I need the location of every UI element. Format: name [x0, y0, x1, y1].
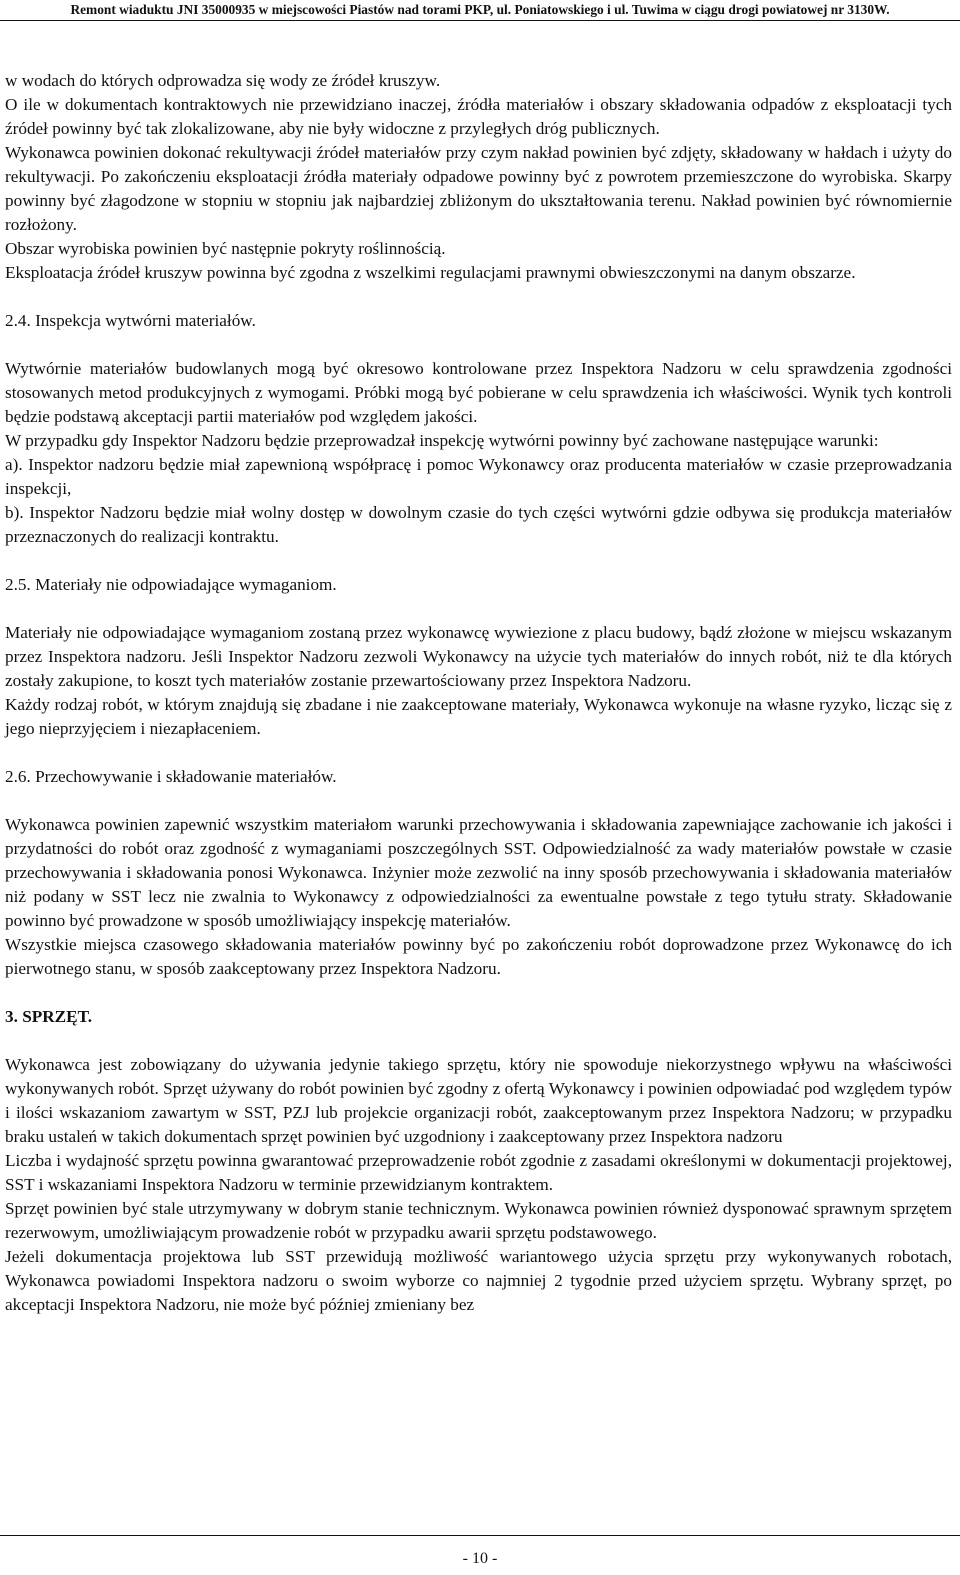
paragraph: Sprzęt powinien być stale utrzymywany w dobrym stanie technicznym. Wykonawca powinien również dysponować sprawnym sprzętem rezerwowym, umożliwiającym prowadzenie robót w przypadku awarii sprzętu podstawowego. — [5, 1199, 952, 1242]
header-divider — [0, 20, 960, 21]
paragraph: w wodach do których odprowadza się wody ze źródeł kruszyw. — [5, 71, 441, 90]
spacer — [5, 549, 952, 573]
spacer — [5, 285, 952, 309]
paragraph: Obszar wyrobiska powinien być następnie pokryty roślinnością. — [5, 239, 446, 258]
section-heading-3: 3. SPRZĘT. — [5, 1007, 93, 1026]
paragraph: Liczba i wydajność sprzętu powinna gwarantować przeprowadzenie robót zgodnie z zasadami określonymi w dokumentacji projektowej, SST i wskazaniami Inspektora Nadzoru w terminie przewidzianym kontraktem. — [5, 1151, 952, 1194]
section-heading-2-5: 2.5. Materiały nie odpowiadające wymaganiom. — [5, 575, 337, 594]
paragraph: O ile w dokumentach kontraktowych nie przewidziano inaczej, źródła materiałów i obszary składowania odpadów z eksploatacji tych źródeł powinny być tak zlokalizowane, aby nie były widoczne z przyległych dróg publicznych. — [5, 95, 952, 138]
paragraph: Eksploatacja źródeł kruszyw powinna być zgodna z wszelkimi regulacjami prawnymi obwieszczonymi na danym obszarze. — [5, 263, 856, 282]
document-body — [5, 69, 952, 1317]
spacer — [5, 741, 952, 765]
paragraph: Każdy rodzaj robót, w którym znajdują się zbadane i nie zaakceptowane materiały, Wykonawca wykonuje na własne ryzyko, licząc się z jego nieprzyjęciem i niezapłaceniem. — [5, 695, 952, 738]
page-number: - 10 - — [462, 1550, 498, 1567]
spacer — [5, 597, 952, 621]
paragraph: a). Inspektor nadzoru będzie miał zapewnioną współpracę i pomoc Wykonawcy oraz producenta materiałów w czasie przeprowadzania inspekcji, — [5, 455, 952, 498]
section-heading-2-4: 2.4. Inspekcja wytwórni materiałów. — [5, 311, 256, 330]
paragraph: Wykonawca jest zobowiązany do używania jedynie takiego sprzętu, który nie spowoduje niekorzystnego wpływu na właściwości wykonywanych robót. Sprzęt używany do robót powinien być zgodny z ofertą Wykonawcy i powinien odpowiadać pod względem typów i ilości wskazaniom zawartym w SST, PZJ lub projekcie organizacji robót, zaakceptowanym przez Inspektora Nadzoru; w przypadku braku ustaleń w takich dokumentach sprzęt powinien być uzgodniony i zaakceptowany przez Inspektora nadzoru — [5, 1055, 952, 1146]
paragraph: b). Inspektor Nadzoru będzie miał wolny dostęp w dowolnym czasie do tych części wytwórni gdzie odbywa się produkcja materiałów przeznaczonych do realizacji kontraktu. — [5, 503, 952, 546]
paragraph: Wytwórnie materiałów budowlanych mogą być okresowo kontrolowane przez Inspektora Nadzoru w celu sprawdzenia zgodności stosowanych metod produkcyjnych z wymogami. Próbki mogą być pobierane w celu sprawdzenia ich właściwości. Wynik tych kontroli będzie podstawą akceptacji partii materiałów pod względem jakości. — [5, 359, 952, 426]
paragraph: W przypadku gdy Inspektor Nadzoru będzie przeprowadzał inspekcję wytwórni powinny być zachowane następujące warunki: — [5, 431, 879, 450]
paragraph: Wszystkie miejsca czasowego składowania materiałów powinny być po zakończeniu robót doprowadzone przez Wykonawcę do ich pierwotnego stanu, w sposób zaakceptowany przez Inspektora Nadzoru. — [5, 935, 952, 978]
section-heading-2-6: 2.6. Przechowywanie i składowanie materiałów. — [5, 767, 337, 786]
spacer — [5, 789, 952, 813]
spacer — [5, 981, 952, 1005]
running-header: Remont wiaduktu JNI 35000935 w miejscowości Piastów nad torami PKP, ul. Poniatowskiego i ul. Tuwima w ciągu drogi powiatowej nr 3130W. — [70, 2, 890, 17]
paragraph: Wykonawca powinien zapewnić wszystkim materiałom warunki przechowywania i składowania zapewniające zachowanie ich jakości i przydatności do robót oraz zgodność z wymaganiami poszczególnych SST. Odpowiedzialność za wady materiałów powstałe w czasie przechowywania i składowania ponosi Wykonawca. Inżynier może zezwolić na inny sposób przechowywania i składowania materiałów niż podany w SST lecz nie zwalnia to Wykonawcy z odpowiedzialności za ewentualne powstałe z tego tytułu straty. Składowanie powinno być prowadzone w sposób umożliwiający inspekcję materiałów. — [5, 815, 952, 930]
spacer — [5, 333, 952, 357]
footer-divider — [0, 1535, 960, 1536]
paragraph: Wykonawca powinien dokonać rekultywacji źródeł materiałów przy czym nakład powinien być zdjęty, składowany w hałdach i użyty do rekultywacji. Po zakończeniu eksploatacji źródła materiały odpadowe powinny być z powrotem przemieszczone do wyrobiska. Skarpy powinny być złagodzone w stopniu w stopniu jak najbardziej zbliżonym do ukształtowania terenu. Nakład powinien być równomiernie rozłożony. — [5, 143, 952, 234]
paragraph: Jeżeli dokumentacja projektowa lub SST przewidują możliwość wariantowego użycia sprzętu przy wykonywanych robotach, Wykonawca powiadomi Inspektora nadzoru o swoim wyborze co najmniej 2 tygodnie przed użyciem sprzętu. Wybrany sprzęt, po akceptacji Inspektora Nadzoru, nie może być później zmieniany bez — [5, 1247, 952, 1314]
spacer — [5, 1029, 952, 1053]
paragraph: Materiały nie odpowiadające wymaganiom zostaną przez wykonawcę wywiezione z placu budowy, bądź złożone w miejscu wskazanym przez Inspektora nadzoru. Jeśli Inspektor Nadzoru zezwoli Wykonawcy na użycie tych materiałów do innych robót, niż te dla których zostały zakupione, to koszt tych materiałów zostanie przewartościowany przez Inspektora Nadzoru. — [5, 623, 952, 690]
